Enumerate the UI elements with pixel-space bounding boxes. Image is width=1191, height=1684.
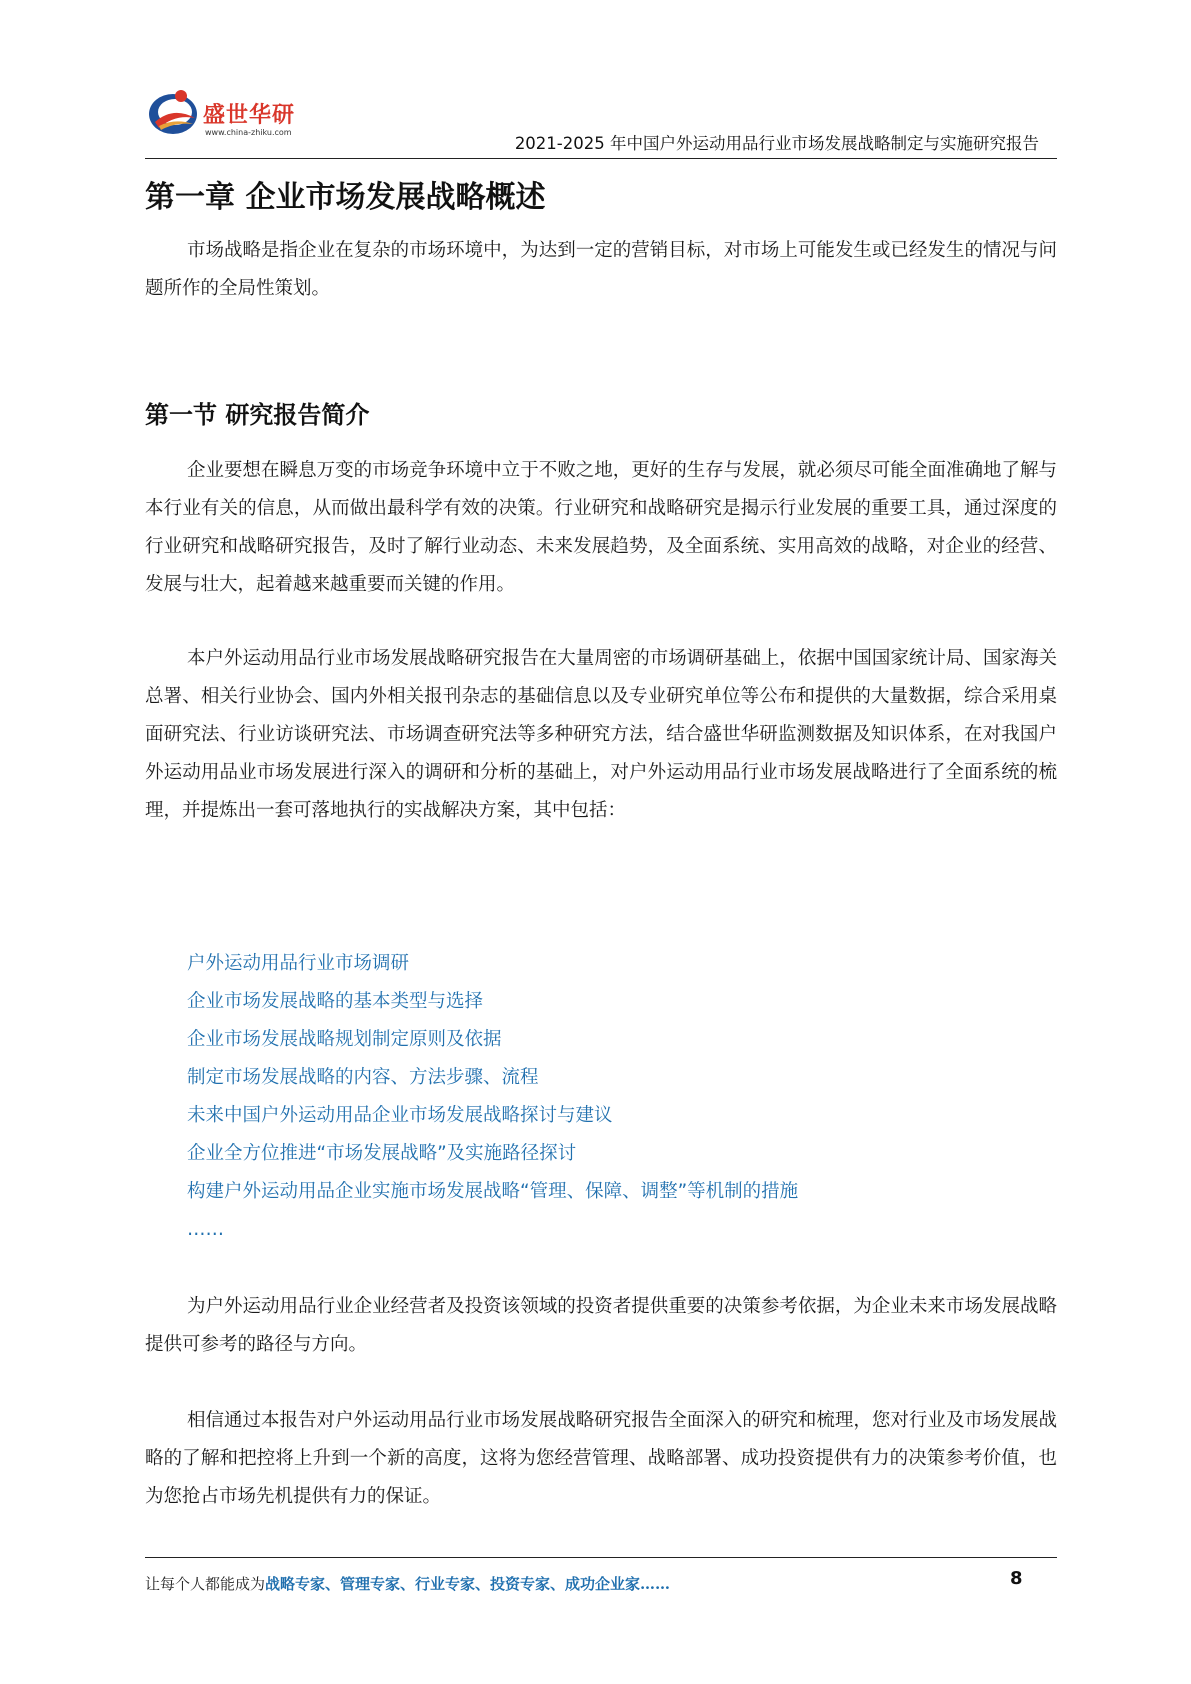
list-item[interactable]: 户外运动用品行业市场调研 xyxy=(187,953,410,974)
footer-slogan xyxy=(145,1573,670,1594)
list-item[interactable]: 制定市场发展战略的内容、方法步骤、流程 xyxy=(187,1067,539,1088)
closing-paragraph: 相信通过本报告对户外运动用品行业市场发展战略研究报告全面深入的研究和梳理，您对行业及市场发展战略的了解和把控将上升到一个新的高度，这将为您经营管理、战略部署、成功投资提供有力的决策参考价值，也为您抢占市场先机提供有力的保证。 xyxy=(145,1410,1057,1507)
logo-text: 盛世华研 xyxy=(203,103,296,128)
logo-emblem-icon xyxy=(145,84,205,140)
footer-highlight: 战略专家、管理专家、行业专家、投资专家、成功企业家…… xyxy=(265,1575,671,1593)
logo-url: www.china-zhiku.com xyxy=(205,128,292,137)
section-title: 第一节 研究报告简介 xyxy=(145,401,370,429)
body-paragraph: 本户外运动用品行业市场发展战略研究报告在大量周密的市场调研基础上，依据中国国家统计局、国家海关总署、相关行业协会、国内外相关报刊杂志的基础信息以及专业研究单位等公布和提供的大量数据，综合采用桌面研究法、行业访谈研究法、市场调查研究法等多种研究方法，结合盛世华研监测数据及知识体系，在对我国户外运动用品业市场发展进行深入的调研和分析的基础上，对户外运动用品行业市场发展战略进行了全面系统的梳理，并提炼出一套可落地执行的实战解决方案，其中包括： xyxy=(145,648,1057,821)
body-paragraph: 企业要想在瞬息万变的市场竞争环境中立于不败之地，更好的生存与发展，就必须尽可能全面准确地了解与本行业有关的信息，从而做出最科学有效的决策。行业研究和战略研究是揭示行业发展的重要工具，通过深度的行业研究和战略研究报告，及时了解行业动态、未来发展趋势，及全面系统、实用高效的战略，对企业的经营、发展与壮大，起着越来越重要而关键的作用。 xyxy=(145,460,1057,595)
list-item[interactable]: 企业市场发展战略的基本类型与选择 xyxy=(187,991,484,1012)
footer-divider xyxy=(145,1557,1057,1558)
page-number: 8 xyxy=(1010,1568,1023,1589)
closing-paragraph: 为户外运动用品行业企业经营者及投资该领域的投资者提供重要的决策参考依据，为企业未来市场发展战略提供可参考的路径与方向。 xyxy=(145,1296,1057,1355)
page-header xyxy=(145,80,1057,159)
list-item[interactable]: 未来中国户外运动用品企业市场发展战略探讨与建议 xyxy=(187,1105,613,1126)
list-item[interactable]: 构建户外运动用品企业实施市场发展战略“管理、保障、调整”等机制的措施 xyxy=(187,1181,799,1202)
list-item[interactable]: 企业市场发展战略规划制定原则及依据 xyxy=(187,1029,502,1050)
footer-prefix: 让每个人都能成为 xyxy=(145,1575,266,1593)
company-logo xyxy=(145,84,315,144)
list-item[interactable]: 企业全方位推进“市场发展战略”及实施路径探讨 xyxy=(187,1143,577,1164)
contents-list xyxy=(187,945,798,1249)
report-title: 2021-2025 年中国户外运动用品行业市场发展战略制定与实施研究报告 xyxy=(514,134,1039,153)
list-item-ellipsis: …… xyxy=(187,1219,224,1240)
chapter-title: 第一章 企业市场发展战略概述 xyxy=(145,180,546,215)
intro-paragraph: 市场战略是指企业在复杂的市场环境中，为达到一定的营销目标，对市场上可能发生或已经发生的情况与问题所作的全局性策划。 xyxy=(145,240,1057,299)
